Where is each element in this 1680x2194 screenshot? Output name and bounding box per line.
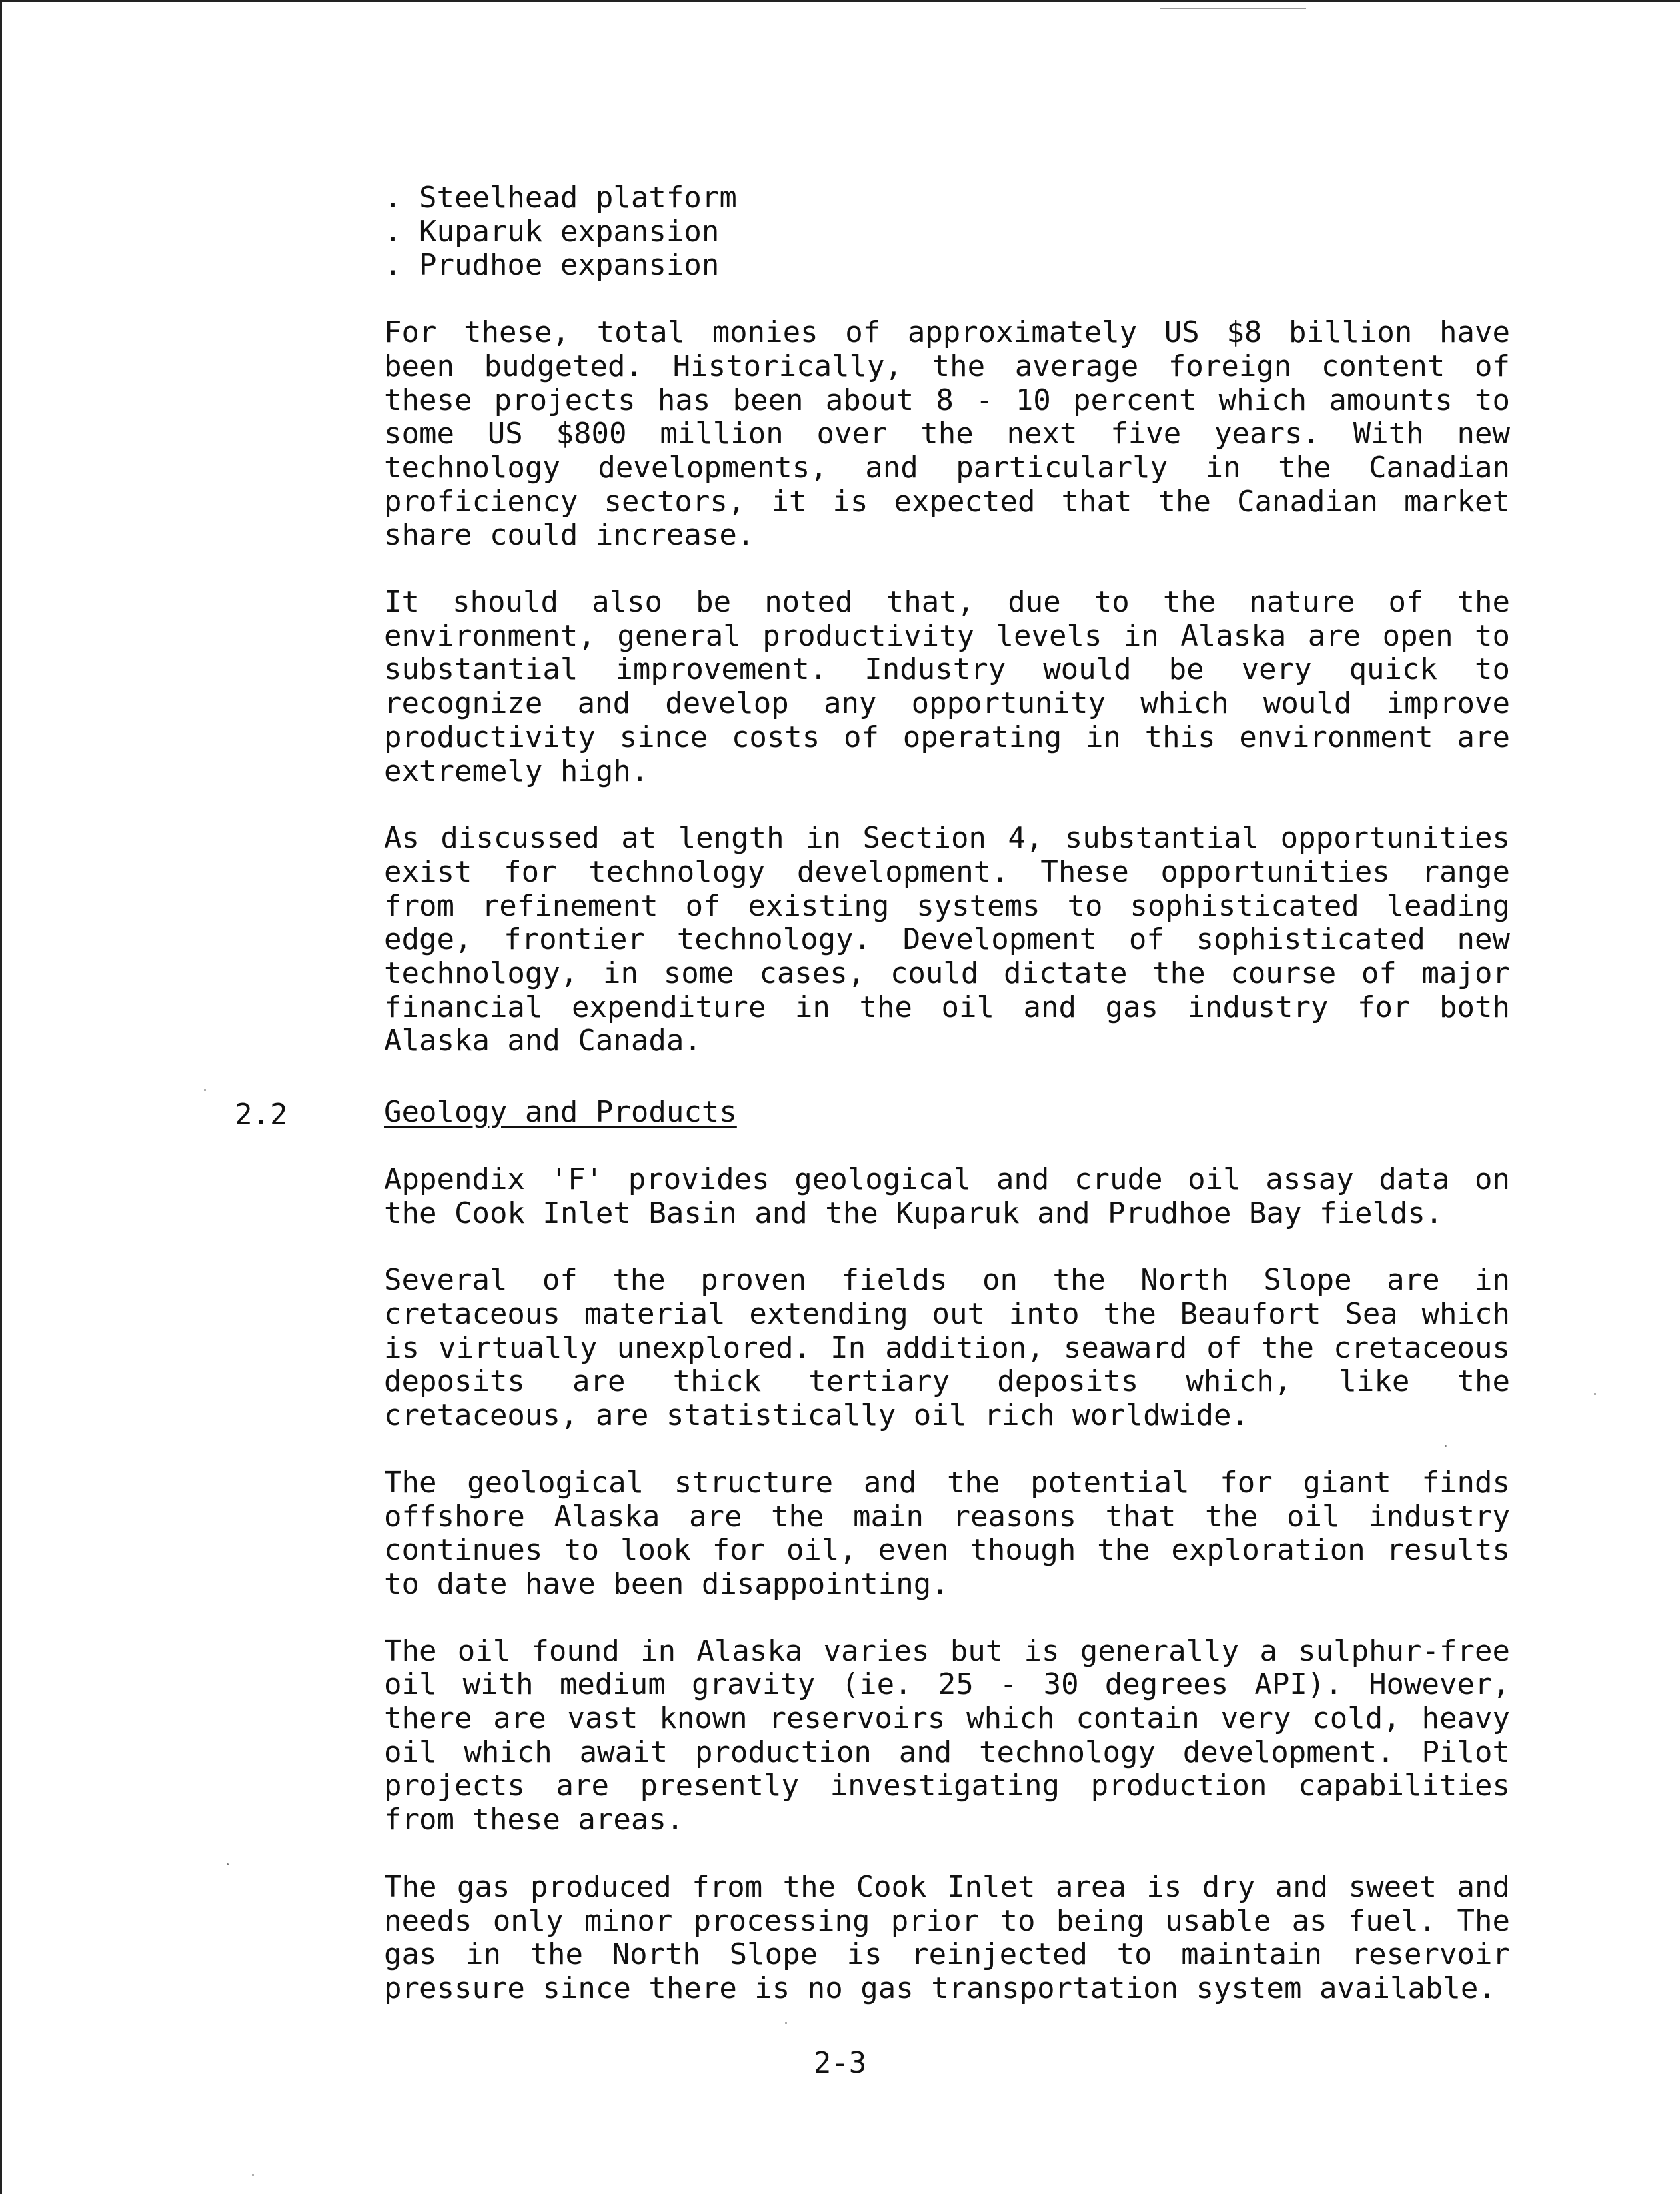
paragraph-structure: The geological structure and the potential for giant finds offshore Alaska are the main reasons that the oil industry continues to look for oil, even though the exploration results to date have been disappointing. [384,1465,1510,1601]
top-faint-mark [1160,8,1306,9]
page-body [384,181,1510,2006]
paragraph-oil: The oil found in Alaska varies but is generally a sulphur-free oil with medium gravity (ie. 25 - 30 degrees API). However, there are vast known reservoirs which contain very cold, heavy oil which await production and technology development. Pilot projects are presently investigating production capabilities from these areas. [384,1634,1510,1837]
bullet-item: . Steelhead platform [384,181,737,215]
section-number: 2.2 [235,1098,288,1132]
page-number: 2-3 [813,2046,867,2080]
paragraph-gas: The gas produced from the Cook Inlet area is dry and sweet and needs only minor processing prior to being usable as fuel. The gas in the North Slope is reinjected to maintain reservoir pressure since there is no gas transportation system available. [384,1869,1510,2005]
scan-speck [204,1089,206,1091]
scan-speck [1594,1393,1596,1395]
paragraph-appendix: Appendix 'F' provides geological and crude oil assay data on the Cook Inlet Basin and the Kuparuk and Prudhoe Bay fields. [384,1162,1510,1230]
scan-speck [252,2174,254,2176]
paragraph-budget: For these, total monies of approximately US $8 billion have been budgeted. Historically, the average foreign content of these projects has been about 8 - 10 percent which amounts to some US $800 million over the next five years. With new technology developments, and particularly in the Canadian proficiency sectors, it is expected that the Canadian market share could increase. [384,315,1510,552]
paragraph-productivity: It should also be noted that, due to the nature of the environment, general productivity levels in Alaska are open to substantial improvement. Industry would be very quick to recognize and develop any opportunity which would improve productivity since costs of operating in this environment are extremely high. [384,585,1510,788]
paragraph-fields: Several of the proven fields on the North Slope are in cretaceous material extending out into the Beaufort Sea which is virtually unexplored. In addition, seaward of the cretaceous deposits are thick tertiary deposits which, like the cretaceous, are statistically oil rich worldwide. [384,1263,1510,1433]
paragraph-technology: As discussed at length in Section 4, substantial opportunities exist for technology development. These opportunities range from refinement of existing systems to sophisticated leading edge, frontier technology. Development of sophisticated new technology, in some cases, could dictate the course of major financial expenditure in the oil and gas industry for both Alaska and Canada. [384,821,1510,1058]
top-page-edge [0,0,1680,2]
bullet-item: . Kuparuk expansion [384,214,720,249]
scan-speck [1445,1445,1447,1447]
bullet-item: . Prudhoe expansion [384,248,720,283]
scan-speck [227,1863,229,1865]
section-title: Geology and Products [384,1095,737,1130]
bullet-list [384,181,1510,283]
left-page-edge [0,0,2,2194]
scan-speck [785,2022,787,2024]
